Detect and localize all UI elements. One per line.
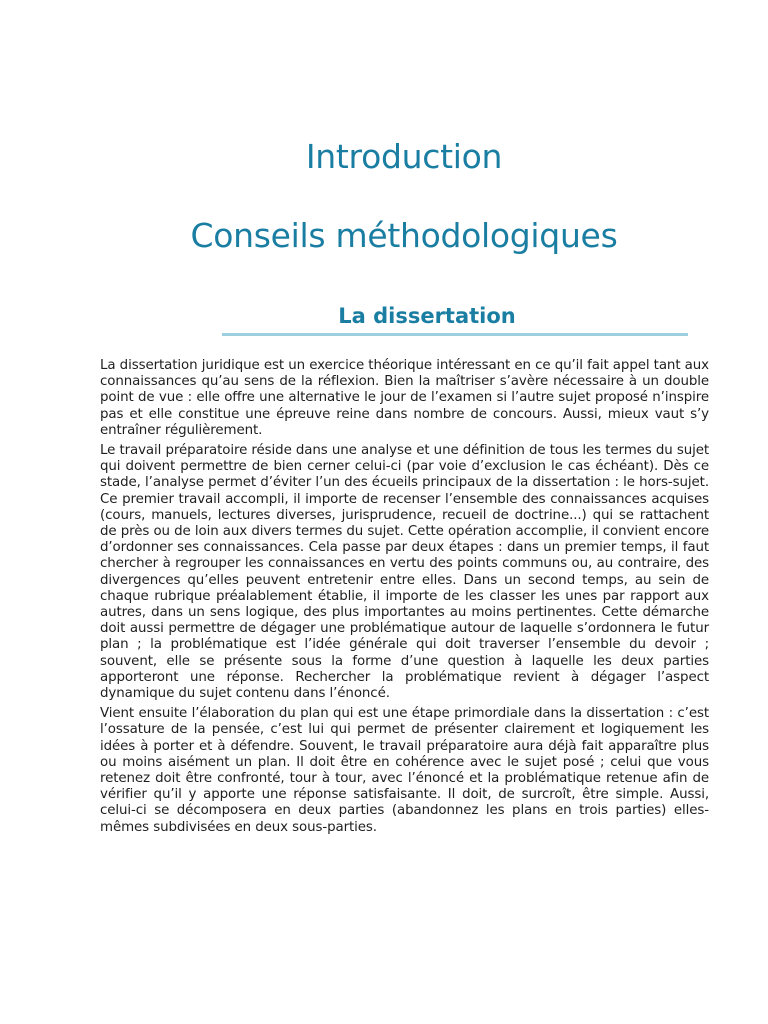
- page-title: Introduction: [305, 137, 503, 176]
- section-divider: [222, 333, 688, 336]
- chapter-title: Conseils méthodologiques: [190, 216, 618, 255]
- section-heading: La dissertation: [338, 304, 516, 328]
- paragraph-3: Vient ensuite l’élaboration du plan qui est une étape primordiale dans la dissertation : c’est l’ossature de la pensée, c’est lui qui permet de présenter clairement et logiquement les idées à porter et à défendre. Souvent, le travail préparatoire aura déjà fait apparaître plus ou moins aisément un plan. Il doit être en cohérence avec le sujet posé ; celui que vous retenez doit être confronté, tour à tour, avec l’énoncé et la problématique retenue afin de vérifier qu’il y apporte une réponse satisfaisante. Il doit, de surcroît, être simple. Aussi, celui-ci se décomposera en deux parties (abandonnez les plans en trois parties) elles-mêmes subdivisées en deux sous-parties.: [100, 706, 709, 835]
- body-text: [100, 358, 709, 840]
- paragraph-1: La dissertation juridique est un exercice théorique intéressant en ce qu’il fait appel tant aux connaissances qu’au sens de la réflexion. Bien la maîtriser s’avère nécessaire à un double point de vue : elle offre une alternative le jour de l’examen si l’autre sujet proposé n’inspire pas et elle constitue une épreuve reine dans nombre de concours. Aussi, mieux vaut s’y entraîner régulièrement.: [100, 358, 709, 438]
- paragraph-2: Le travail préparatoire réside dans une analyse et une définition de tous les termes du sujet qui doivent permettre de bien cerner celui-ci (par voie d’exclusion le cas échéant). Dès ce stade, l’analyse permet d’éviter l’un des écueils principaux de la dissertation : le hors-sujet. Ce premier travail accompli, il importe de recenser l’ensemble des connaissances acquises (cours, manuels, lectures diverses, jurisprudence, recueil de doctrine...) qui se rattachent de près ou de loin aux divers termes du sujet. Cette opération accomplie, il convient encore d’ordonner ses connaissances. Cela passe par deux étapes : dans un premier temps, il faut chercher à regrouper les connaissances en vertu des points communs ou, au contraire, des divergences qu’elles peuvent entretenir entre elles. Dans un second temps, au sein de chaque rubrique préalablement établie, il importe de les classer les unes par rapport aux autres, dans un sens logique, des plus importantes au moins pertinentes. Cette démarche doit aussi permettre de dégager une problématique autour de laquelle s’ordonnera le futur plan ; la problématique est l’idée générale qui doit traverser l’ensemble du devoir ; souvent, elle se présente sous la forme d’une question à laquelle les deux parties apporteront une réponse. Rechercher la problématique revient à dégager l’aspect dynamique du sujet contenu dans l’énoncé.: [100, 443, 709, 702]
